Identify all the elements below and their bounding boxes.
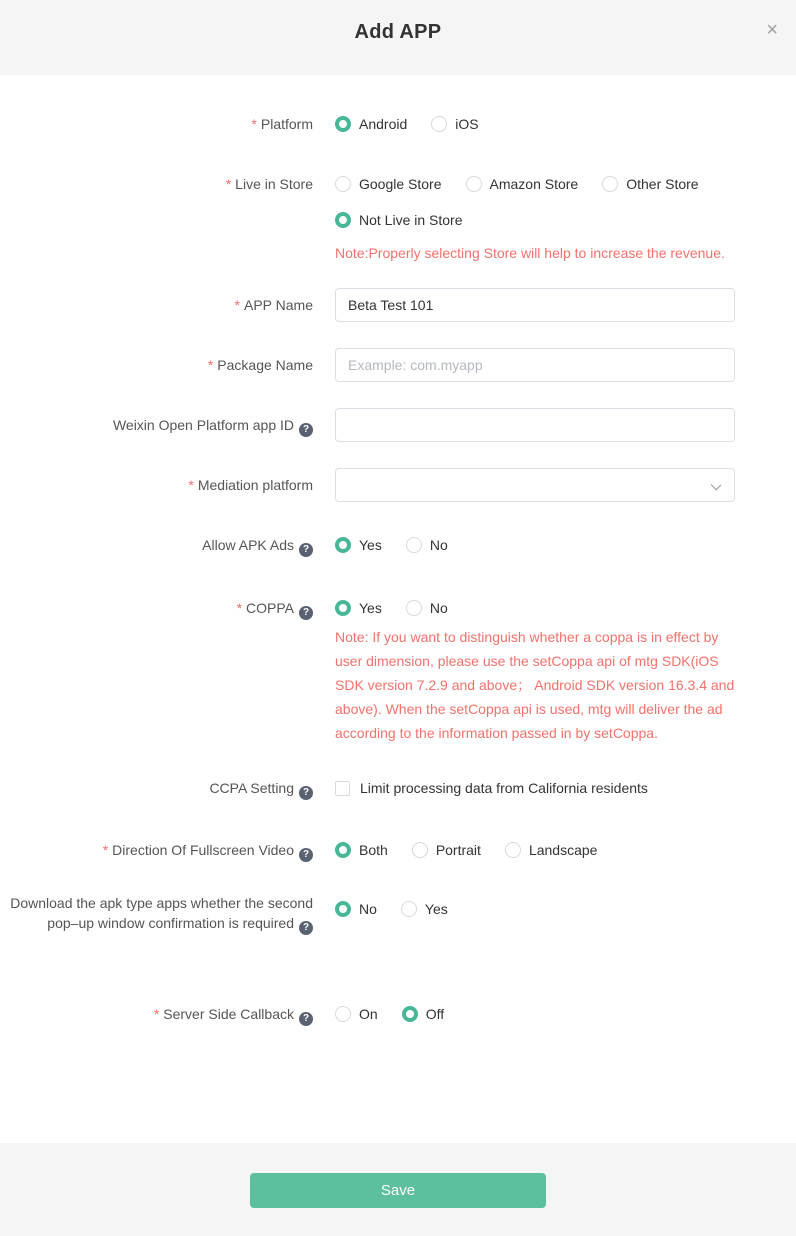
form-row-mediation-platform [0, 468, 796, 502]
server-callback-label [0, 1004, 313, 1026]
form-row-coppa [0, 598, 796, 745]
form-row-package-name [0, 348, 796, 382]
live-in-store-options [335, 174, 735, 266]
coppa-label [0, 598, 313, 620]
help-icon[interactable]: ? [299, 423, 313, 437]
radio-allow-apk-no[interactable] [406, 535, 448, 555]
radio-selected-icon [335, 212, 351, 228]
radio-apk-confirm-yes[interactable] [401, 899, 448, 919]
radio-label: Android [359, 116, 408, 132]
package-name-input[interactable] [335, 348, 735, 382]
form-row-direction [0, 840, 796, 862]
form-row-weixin-app-id [0, 408, 796, 442]
app-name-control [335, 288, 735, 322]
label-text: Package Name [217, 357, 313, 373]
radio-selected-icon [335, 537, 351, 553]
radio-apk-confirm-no[interactable] [335, 899, 377, 919]
weixin-app-id-label [0, 408, 313, 437]
radio-icon [406, 537, 422, 553]
radio-label: No [429, 537, 448, 553]
radio-ios[interactable] [431, 114, 478, 134]
radio-label: No [359, 901, 377, 917]
dialog-footer [0, 1143, 796, 1236]
radio-coppa-yes[interactable] [335, 598, 382, 618]
radio-other-store[interactable] [602, 174, 698, 194]
radio-selected-icon [335, 116, 351, 132]
coppa-note: Note: If you want to distinguish whether a coppa is in effect by user dimension, please use the setCoppa api of mtg SDK(iOS SDK version 7.2.9 and above； Android SDK version 16.3.4 and above). When the setCoppa api is used, mtg will deliver the ad according to the information passed in by setCoppa. [335, 629, 735, 741]
radio-selected-icon [335, 600, 351, 616]
form-row-apk-confirm [0, 893, 796, 935]
label-text: Server Side Callback [163, 1006, 294, 1022]
label-text: Mediation platform [197, 477, 313, 493]
radio-label: Off [425, 1006, 445, 1022]
form-row-allow-apk-ads [0, 535, 796, 557]
weixin-app-id-control [335, 408, 735, 442]
form-row-app-name [0, 288, 796, 322]
form-row-platform [0, 114, 796, 134]
radio-label: Amazon Store [489, 176, 579, 192]
ccpa-checkbox[interactable] [335, 778, 735, 798]
help-icon[interactable]: ? [299, 921, 313, 935]
radio-icon [412, 842, 428, 858]
radio-label: Yes [359, 537, 382, 553]
form-row-live-in-store [0, 174, 796, 266]
form-row-server-callback [0, 1004, 796, 1026]
label-text: COPPA [246, 600, 294, 616]
direction-options [335, 840, 735, 860]
label-text: CCPA Setting [209, 780, 294, 796]
label-text: Direction Of Fullscreen Video [112, 842, 294, 858]
radio-label: Not Live in Store [359, 212, 463, 228]
radio-label: Landscape [528, 842, 598, 858]
radio-label: Both [359, 842, 388, 858]
required-marker: * [188, 477, 194, 493]
required-marker: * [102, 842, 109, 858]
dialog-body [0, 75, 796, 1026]
radio-icon [406, 600, 422, 616]
radio-coppa-no[interactable] [406, 598, 448, 618]
radio-icon [602, 176, 618, 192]
radio-google-store[interactable] [335, 174, 442, 194]
required-marker: * [207, 357, 214, 373]
required-marker: * [225, 176, 232, 192]
close-icon[interactable]: × [766, 19, 778, 41]
coppa-options [335, 598, 735, 745]
radio-label: Google Store [359, 176, 442, 192]
platform-label [0, 114, 313, 134]
radio-icon [401, 901, 417, 917]
package-name-label [0, 348, 313, 375]
mediation-platform-select[interactable] [335, 468, 735, 502]
mediation-platform-control [335, 468, 735, 502]
dialog-header [0, 0, 796, 75]
weixin-app-id-input[interactable] [335, 408, 735, 442]
save-button[interactable]: Save [250, 1173, 546, 1208]
radio-callback-off[interactable] [402, 1004, 444, 1024]
help-icon[interactable]: ? [299, 786, 313, 800]
help-icon[interactable]: ? [299, 606, 313, 620]
radio-callback-on[interactable] [335, 1004, 378, 1024]
platform-options [335, 114, 735, 134]
label-text: APP Name [244, 297, 313, 313]
app-name-label [0, 288, 313, 315]
radio-label: Yes [359, 600, 382, 616]
help-icon[interactable]: ? [299, 1012, 313, 1026]
radio-label: iOS [455, 116, 479, 132]
apk-confirm-label [0, 893, 313, 935]
help-icon[interactable]: ? [299, 543, 313, 557]
radio-selected-icon [335, 842, 351, 858]
allow-apk-ads-label [0, 535, 313, 557]
radio-icon [335, 176, 351, 192]
required-marker: * [236, 600, 243, 616]
radio-label: On [359, 1006, 378, 1022]
required-marker: * [153, 1006, 160, 1022]
ccpa-setting-label [0, 778, 313, 800]
allow-apk-ads-options [335, 535, 735, 555]
label-text: Download the apk type apps whether the second pop–up window confirmation is required [10, 895, 313, 931]
help-icon[interactable]: ? [299, 848, 313, 862]
radio-allow-apk-yes[interactable] [335, 535, 382, 555]
dialog-title: Add APP [354, 21, 442, 43]
live-in-store-label [0, 174, 313, 194]
label-text: Platform [260, 116, 313, 132]
required-marker: * [234, 297, 240, 313]
label-text: Weixin Open Platform app ID [112, 417, 294, 433]
radio-icon [431, 116, 447, 132]
mediation-platform-label [0, 468, 313, 495]
apk-confirm-options [335, 893, 735, 919]
radio-direction-portrait[interactable] [412, 840, 481, 860]
direction-label [0, 840, 313, 862]
radio-icon [335, 1006, 351, 1022]
ccpa-setting-control [335, 778, 735, 798]
radio-not-live-in-store[interactable] [335, 210, 463, 230]
app-name-input[interactable] [335, 288, 735, 322]
radio-direction-landscape[interactable] [505, 840, 598, 860]
package-name-control [335, 348, 735, 382]
radio-label: Other Store [626, 176, 699, 192]
radio-label: Yes [424, 901, 448, 917]
form-row-ccpa-setting [0, 778, 796, 800]
checkbox-label: Limit processing data from California residents [360, 780, 648, 796]
radio-android[interactable] [335, 114, 407, 134]
chevron-down-icon [711, 480, 722, 491]
radio-label: No [429, 600, 448, 616]
radio-icon [505, 842, 521, 858]
radio-selected-icon [402, 1006, 418, 1022]
radio-label: Portrait [435, 842, 481, 858]
checkbox-icon [335, 781, 350, 796]
radio-icon [466, 176, 482, 192]
required-marker: * [251, 116, 257, 132]
store-note: Note:Properly selecting Store will help to increase the revenue. [335, 245, 725, 261]
server-callback-options [335, 1004, 735, 1024]
label-text: Allow APK Ads [202, 537, 294, 553]
label-text: Live in Store [235, 176, 313, 192]
radio-direction-both[interactable] [335, 840, 388, 860]
radio-amazon-store[interactable] [466, 174, 579, 194]
radio-selected-icon [335, 901, 351, 917]
